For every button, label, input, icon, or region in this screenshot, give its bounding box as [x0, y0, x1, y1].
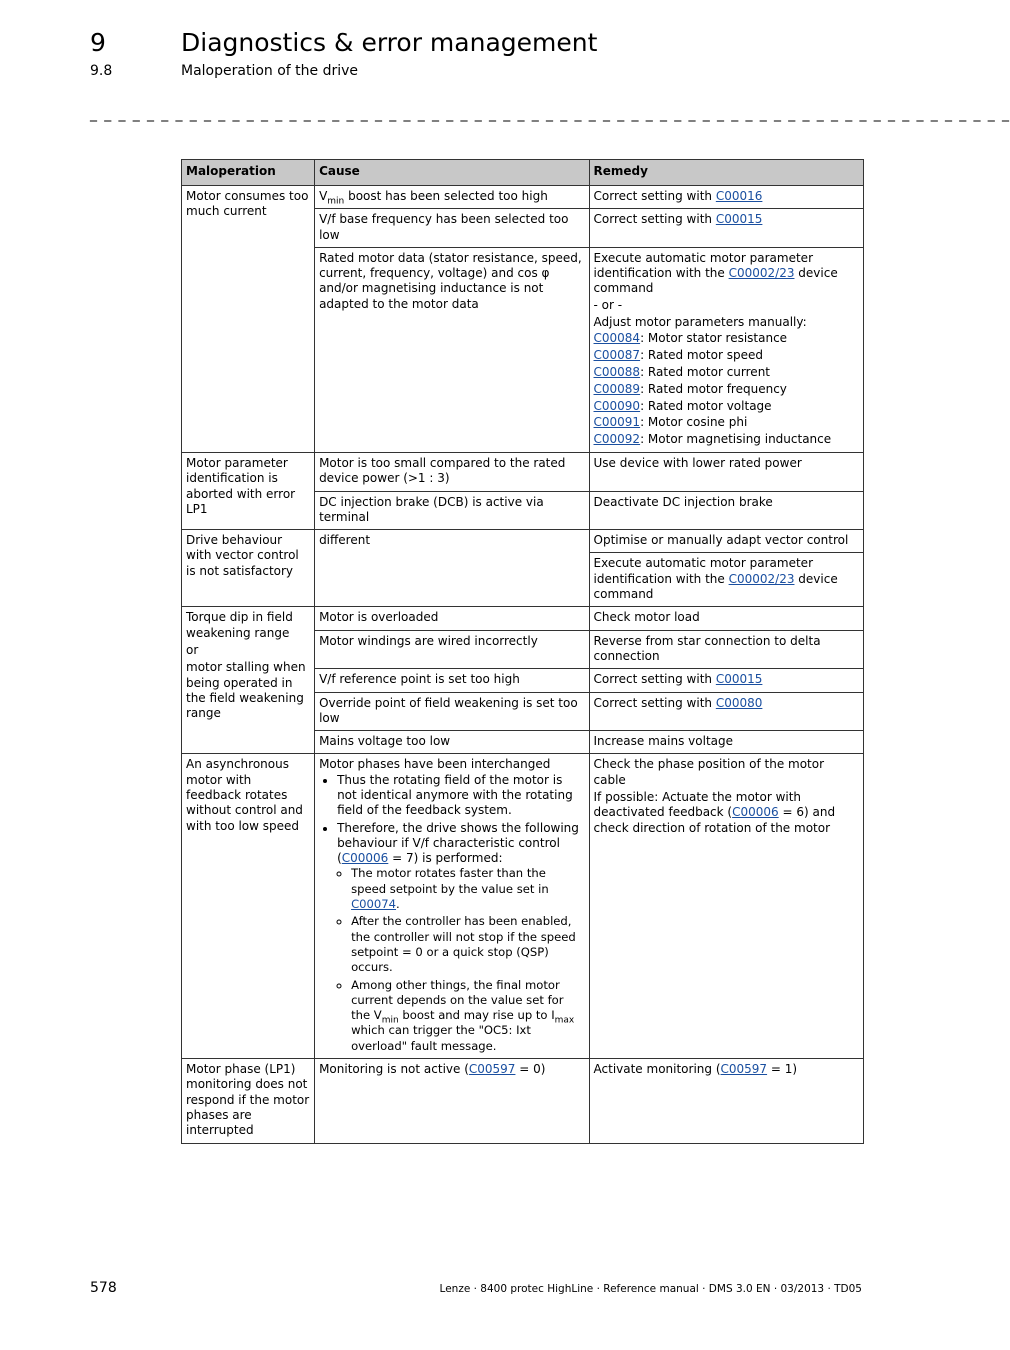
code-link[interactable]: C00087 — [593, 348, 641, 363]
remedy-cell: Optimise or manually adapt vector control — [589, 530, 863, 553]
list-item: ◦ Among other things, the final motor current depends on the value set for the $V_{min}$ boost and may rise up to $I_{max}$ which can trigger the "OC5: Ixt overload" fault message. — [351, 978, 584, 1054]
code-link[interactable]: C00016 — [715, 189, 763, 203]
remedy-cell: Use device with lower rated power — [589, 452, 863, 491]
remedy-cell: Correct setting with C00015 — [589, 669, 863, 692]
code-link[interactable]: C00084 — [593, 331, 641, 346]
maloperation-cell: Torque dip in field weakening range or motor stalling when being operated in the field weakening range — [182, 607, 315, 754]
code-link[interactable]: C00597 — [468, 1062, 516, 1077]
section-number: 9.8 — [90, 63, 113, 79]
code-link[interactable]: C00091 — [593, 415, 641, 430]
code-link[interactable]: C00015 — [715, 672, 763, 687]
code-link[interactable]: C00074 — [351, 897, 397, 912]
cause-cell: Motor phases have been interchanged • Thus the rotating field of the motor is not identical anymore with the rotating field of the feedback system. • Therefore, the drive shows the following behaviour if V/f characteristic control (C00006 = 7) is performed: ◦ The motor rotates faster than the speed setpoint by the value set in C00074. ◦ After the controller has been enabled, the controller will not stop if the speed setpoint = 0 or a quick stop (QSP) occurs. ◦ Among other things, the final motor current depends on the value set for the $V_{min}$ boost and may rise up to $I_{max}$ which can trigger the "OC5: Ixt overload" fault message. — [315, 754, 589, 1059]
cause-cell: Motor is overloaded — [315, 607, 589, 630]
remedy-cell: Execute automatic motor parameter identification with the C00002/23 device command — [589, 553, 863, 607]
code-link[interactable]: C00092 — [593, 432, 641, 447]
remedy-cell: Deactivate DC injection brake — [589, 491, 863, 530]
cause-cell: Motor is too small compared to the rated device power (>1 : 3) — [315, 452, 589, 491]
list-item: ◦ The motor rotates faster than the speed setpoint by the value set in C00074. — [351, 866, 584, 912]
maloperation-cell: Motor consumes too much current — [182, 186, 315, 453]
footer-info: Lenze · 8400 protec HighLine · Reference manual · DMS 3.0 EN · 03/2013 · TD05 — [439, 1283, 862, 1295]
code-link[interactable]: C00006 — [732, 805, 779, 820]
cause-cell: Mains voltage too low — [315, 731, 589, 754]
code-link[interactable]: C00088 — [593, 364, 641, 379]
chapter-title: Diagnostics & error management — [181, 28, 598, 57]
table-row — [182, 452, 864, 491]
code-link[interactable]: C00006 — [341, 851, 389, 866]
cause-cell: V/f base frequency has been selected too low — [315, 209, 589, 248]
remedy-cell: Increase mains voltage — [589, 731, 863, 754]
remedy-cell: Reverse from star connection to delta connection — [589, 630, 863, 669]
code-link[interactable]: C00090 — [593, 398, 641, 413]
cause-cell: Motor windings are wired incorrectly — [315, 630, 589, 669]
code-link[interactable]: C00080 — [715, 695, 763, 710]
cause-bullet-list — [319, 773, 584, 1054]
maloperation-table — [181, 159, 864, 1144]
table-header-row — [182, 160, 864, 186]
cause-cell: $V_{min}$ boost has been selected too high — [315, 186, 589, 209]
remedy-cell: Execute automatic motor parameter identification with the C00002/23 device command - or - Adjust motor parameters manually: C00084: Motor stator resistance C00087: Rated motor speed C00088: Rated motor current C00089: Rated motor frequency C00090: Rated motor voltage C00091: Motor cosine phi C00092: Motor magnetising inductance — [589, 247, 863, 452]
cause-cell: different — [315, 530, 589, 607]
cause-sub-list — [337, 866, 584, 1054]
header-remedy: Remedy — [589, 160, 863, 186]
table-row — [182, 186, 864, 209]
remedy-cell: Check motor load — [589, 607, 863, 630]
page-number: 578 — [90, 1280, 117, 1296]
header-maloperation: Maloperation — [182, 160, 315, 186]
list-item: • Therefore, the drive shows the following behaviour if V/f characteristic control (C00006 = 7) is performed: ◦ The motor rotates faster than the speed setpoint by the value set in C00074. ◦ After the controller has been enabled, the controller will not stop if the speed setpoint = 0 or a quick stop (QSP) occurs. ◦ Among other things, the final motor current depends on the value set for the $V_{min}$ boost and may rise up to $I_{max}$ which can trigger the "OC5: Ixt overload" fault message. — [337, 821, 584, 1054]
list-item: ◦ After the controller has been enabled, the controller will not stop if the speed setpoint = 0 or a quick stop (QSP) occurs. — [351, 914, 584, 975]
header-cause: Cause — [315, 160, 589, 186]
code-link[interactable]: C00089 — [593, 381, 641, 396]
table-row — [182, 754, 864, 1059]
header-separator: _ _ _ _ _ _ _ _ _ _ _ _ _ _ _ _ _ _ _ _ _ _ _ _ _ _ _ _ _ _ _ _ _ _ _ _ _ _ _ _ _ _ _ _ _ _ _ _ _ _ _ _ _ _ _ _ _ _ _ _ _ _ _ _ _ — [90, 106, 1010, 122]
chapter-number: 9 — [90, 28, 106, 57]
table-row — [182, 530, 864, 553]
cause-cell: Override point of field weakening is set too low — [315, 692, 589, 731]
code-link[interactable]: C00015 — [715, 212, 763, 227]
list-item: • Thus the rotating field of the motor is not identical anymore with the rotating field of the feedback system. — [337, 773, 584, 819]
cause-cell: Monitoring is not active (C00597 = 0) — [315, 1059, 589, 1143]
maloperation-cell: Motor phase (LP1) monitoring does not respond if the motor phases are interrupted — [182, 1059, 315, 1143]
table-row — [182, 1059, 864, 1143]
code-link[interactable]: C00597 — [720, 1062, 768, 1077]
remedy-cell: Correct setting with C00016 — [589, 186, 863, 209]
remedy-cell: Check the phase position of the motor cable If possible: Actuate the motor with deactivated feedback (C00006 = 6) and check direction of rotation of the motor — [589, 754, 863, 1059]
remedy-cell: Correct setting with C00080 — [589, 692, 863, 731]
remedy-cell: Correct setting with C00015 — [589, 209, 863, 248]
code-link[interactable]: C00002/23 — [728, 571, 795, 586]
remedy-cell: Activate monitoring (C00597 = 1) — [589, 1059, 863, 1143]
maloperation-cell: Drive behaviour with vector control is not satisfactory — [182, 530, 315, 607]
cause-cell: V/f reference point is set too high — [315, 669, 589, 692]
maloperation-cell: Motor parameter identification is aborted with error LP1 — [182, 452, 315, 529]
table-row — [182, 607, 864, 630]
code-link[interactable]: C00002/23 — [728, 266, 795, 281]
cause-cell: Rated motor data (stator resistance, speed, current, frequency, voltage) and cos φ and/or magnetising inductance is not adapted to the motor data — [315, 247, 589, 452]
maloperation-cell: An asynchronous motor with feedback rotates without control and with too low speed — [182, 754, 315, 1059]
section-title: Maloperation of the drive — [181, 63, 359, 79]
cause-cell: DC injection brake (DCB) is active via terminal — [315, 491, 589, 530]
